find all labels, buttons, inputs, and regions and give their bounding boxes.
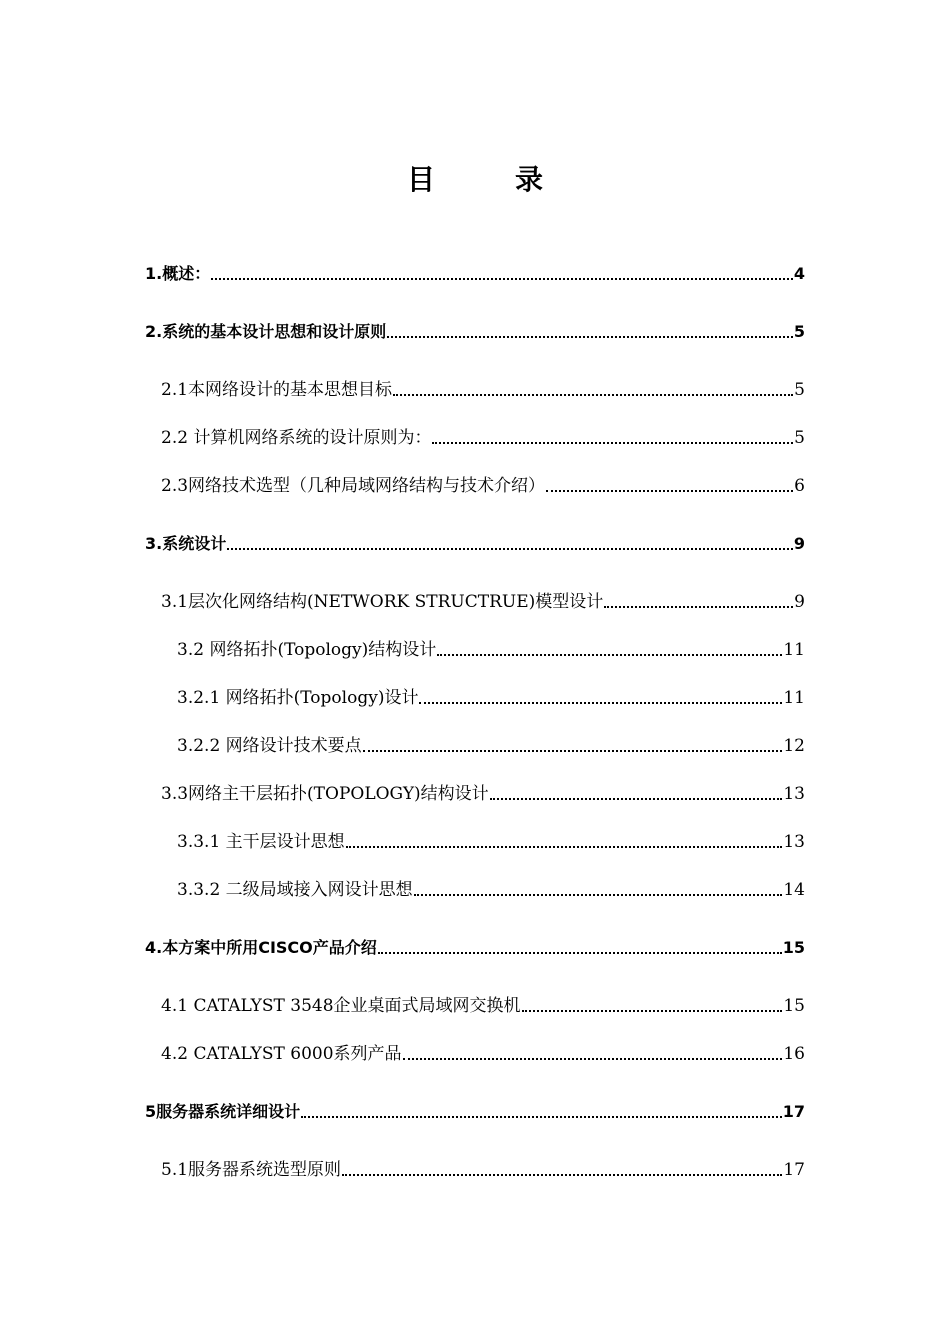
toc-entry-page: 12	[783, 736, 805, 756]
toc-entry-2-2[interactable]	[161, 426, 805, 450]
toc-entry-label: 3.2 网络拓扑(Topology)结构设计	[177, 640, 437, 660]
toc-entry-page: 16	[783, 1044, 805, 1064]
toc-entry-4[interactable]	[145, 936, 805, 960]
toc-entry-4-1[interactable]	[161, 994, 805, 1018]
toc-entry-label: 3.1层次化网络结构(NETWORK STRUCTRUE)模型设计	[161, 592, 604, 612]
toc-entry-3-3[interactable]	[161, 782, 805, 806]
toc-entry-page: 5	[794, 380, 805, 400]
toc-entry-page: 6	[794, 476, 805, 496]
dot-leader	[387, 336, 793, 338]
toc-entry-2-3[interactable]	[161, 474, 805, 498]
toc-entry-page: 13	[783, 832, 805, 852]
toc-entry-page: 17	[782, 1102, 805, 1121]
toc-entry-page: 9	[793, 534, 805, 553]
dot-leader	[490, 798, 783, 800]
toc-entry-4-2[interactable]	[161, 1042, 805, 1066]
toc-entry-label: 2.1本网络设计的基本思想目标	[161, 380, 393, 400]
dot-leader	[522, 1010, 783, 1012]
toc-entry-label: 4.1 CATALYST 3548企业桌面式局域网交换机	[161, 996, 521, 1016]
dot-leader	[419, 702, 782, 704]
toc-entry-3-2-2[interactable]	[177, 734, 805, 758]
dot-leader	[414, 894, 783, 896]
dot-leader	[403, 1058, 783, 1060]
toc-entry-page: 13	[783, 784, 805, 804]
toc-entry-1[interactable]	[145, 262, 805, 286]
dot-leader	[378, 952, 782, 954]
dot-leader	[604, 606, 793, 608]
dot-leader	[363, 750, 783, 752]
dot-leader	[346, 846, 783, 848]
toc-entry-page: 11	[783, 640, 805, 660]
toc-entry-3-2-1[interactable]	[177, 686, 805, 710]
toc-entry-3-2[interactable]	[177, 638, 805, 662]
toc-entry-page: 4	[793, 264, 805, 283]
toc-entry-label: 3.2.2 网络设计技术要点	[177, 736, 362, 756]
toc-entry-3-3-1[interactable]	[177, 830, 805, 854]
toc-entry-label: 2.3网络技术选型（几种局域网络结构与技术介绍）	[161, 476, 546, 496]
toc-entry-label: 2.系统的基本设计思想和设计原则	[145, 322, 387, 341]
toc-entry-page: 9	[794, 592, 805, 612]
toc-entry-3-3-2[interactable]	[177, 878, 805, 902]
toc-entry-label: 3.3网络主干层拓扑(TOPOLOGY)结构设计	[161, 784, 489, 804]
toc-entry-5-1[interactable]	[161, 1158, 805, 1182]
dot-leader	[227, 548, 793, 550]
dot-leader	[393, 394, 793, 396]
toc-entry-2-1[interactable]	[161, 378, 805, 402]
toc-entry-3[interactable]	[145, 532, 805, 556]
toc-entry-label: 3.2.1 网络拓扑(Topology)设计	[177, 688, 419, 708]
page-title	[0, 158, 950, 198]
toc-entry-label: 2.2 计算机网络系统的设计原则为：	[161, 428, 432, 448]
toc-entry-label: 3.系统设计	[145, 534, 227, 553]
toc-entry-page: 5	[793, 322, 805, 341]
toc-entry-page: 14	[783, 880, 805, 900]
toc-entry-label: 5.1服务器系统选型原则	[161, 1160, 342, 1180]
dot-leader	[211, 278, 793, 280]
dot-leader	[437, 654, 782, 656]
toc-entry-label: 4.本方案中所用CISCO产品介绍	[145, 938, 377, 957]
toc-entry-2[interactable]	[145, 320, 805, 344]
dot-leader	[342, 1174, 782, 1176]
toc-entry-label: 3.3.2 二级局域接入网设计思想	[177, 880, 413, 900]
dot-leader	[301, 1116, 782, 1118]
title-char-2: 录	[515, 163, 544, 196]
toc-entry-label: 5服务器系统详细设计	[145, 1102, 301, 1121]
toc-entry-page: 5	[794, 428, 805, 448]
dot-leader	[432, 442, 793, 444]
toc-entry-5[interactable]	[145, 1100, 805, 1124]
toc-entry-3-1[interactable]	[161, 590, 805, 614]
toc-entry-page: 11	[783, 688, 805, 708]
toc-entry-label: 3.3.1 主干层设计思想	[177, 832, 345, 852]
title-char-1: 目	[406, 163, 435, 196]
toc-entry-page: 15	[782, 938, 805, 957]
toc-entry-page: 17	[783, 1160, 805, 1180]
toc-entry-label: 1.概述：	[145, 264, 211, 283]
toc-entry-label: 4.2 CATALYST 6000系列产品	[161, 1044, 402, 1064]
toc-entry-page: 15	[783, 996, 805, 1016]
dot-leader	[546, 490, 793, 492]
